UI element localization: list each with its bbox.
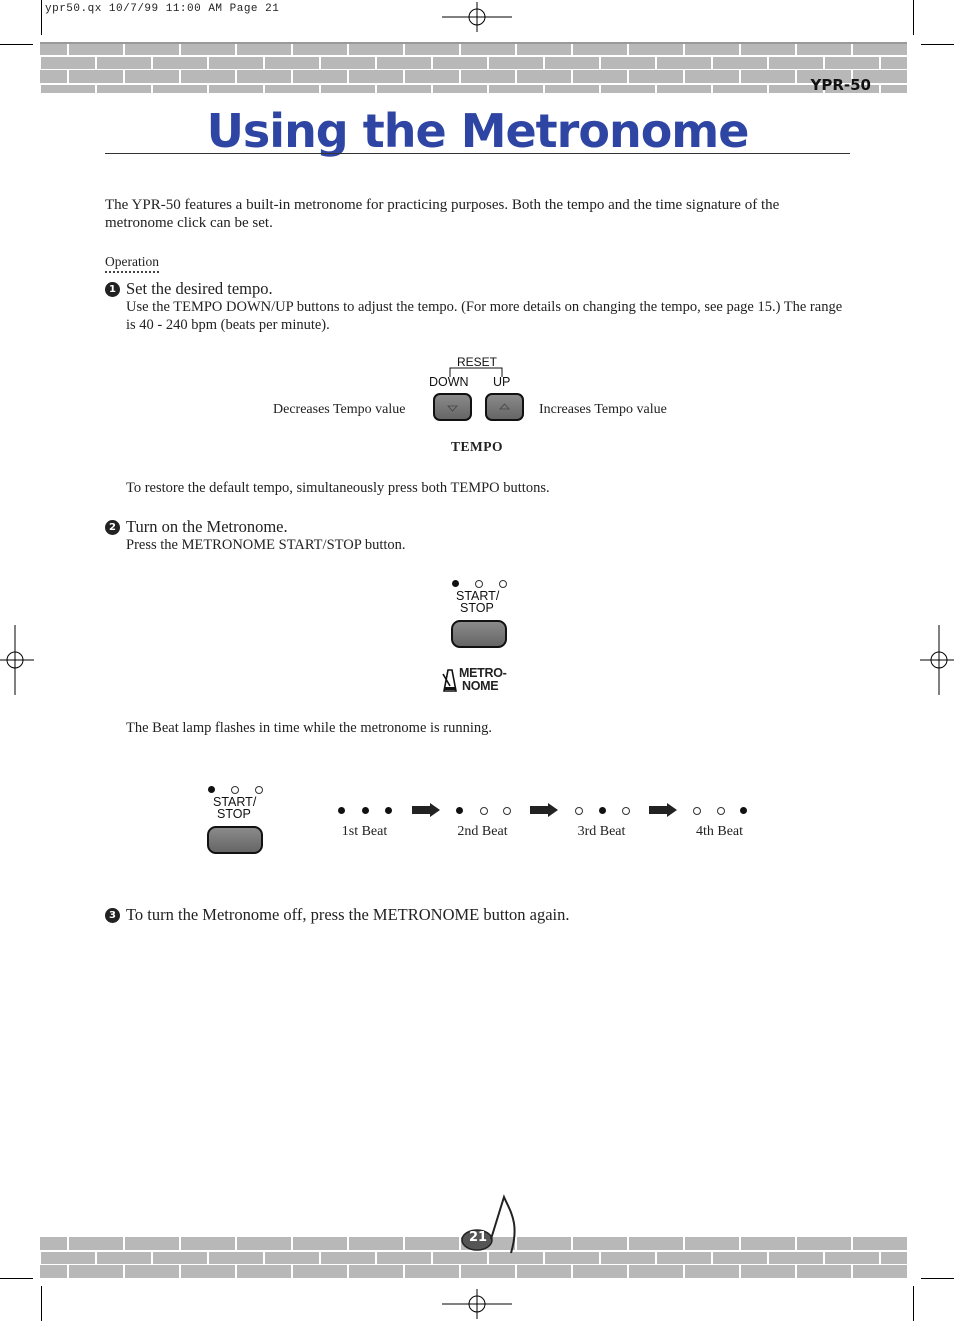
- page-number: 21: [468, 1230, 488, 1245]
- registration-mark-icon: [920, 625, 954, 695]
- tempo-down-button[interactable]: [433, 393, 472, 421]
- metronome-icon: [440, 668, 458, 692]
- arrow-right-icon: [649, 803, 677, 817]
- beat-lamp: [575, 807, 583, 815]
- step-3-heading: [105, 905, 570, 925]
- start-stop-label: [456, 590, 499, 614]
- intro-paragraph: The YPR-50 features a built-in metronome for practicing purposes. Both the tempo and the time signature of the metronome click can be set.: [105, 197, 780, 231]
- beat-label: 3rd Beat: [577, 824, 626, 839]
- step-1-heading: [105, 279, 273, 299]
- beat-lamp: [480, 807, 488, 815]
- beat-lamp: [503, 807, 511, 815]
- step-2-heading: [105, 517, 288, 537]
- crop-mark: [921, 44, 954, 45]
- beat-lamp: [740, 807, 747, 814]
- beat-label: 2nd Beat: [457, 824, 508, 839]
- beat-lamp: [452, 580, 459, 587]
- print-slug: ypr50.qx 10/7/99 11:00 AM Page 21: [45, 3, 280, 15]
- start-stop-line1: START/: [456, 589, 500, 603]
- down-triangle-icon: [435, 395, 470, 419]
- page-title: Using the Metronome: [206, 104, 749, 158]
- step-1-note: To restore the default tempo, simultaneously press both TEMPO buttons.: [126, 480, 550, 496]
- beat-lamp: [717, 807, 725, 815]
- beat-lamp: [338, 807, 345, 814]
- beat-lamp: [599, 807, 606, 814]
- metronome-label-line2: NOME: [462, 679, 499, 693]
- step-number-badge: 3: [105, 908, 120, 923]
- crop-mark: [921, 1278, 954, 1279]
- step-1-body: Use the TEMPO DOWN/UP buttons to adjust the tempo. (For more details on changing the tempo, see page 15.) The range is 40 - 240 bpm (beats per minute).: [126, 299, 843, 333]
- up-triangle-icon: [487, 395, 522, 419]
- beat-lamp: [693, 807, 701, 815]
- down-label: DOWN: [429, 375, 469, 389]
- tempo-label: TEMPO: [451, 439, 503, 454]
- beat-lamp: [385, 807, 392, 814]
- decrease-caption: Decreases Tempo value: [273, 402, 406, 417]
- step-number-badge: 2: [105, 520, 120, 535]
- crop-mark: [41, 0, 42, 35]
- arrow-right-icon: [412, 803, 440, 817]
- crop-mark: [913, 1286, 914, 1321]
- reset-label: RESET: [457, 355, 498, 369]
- beat-lamp: [622, 807, 630, 815]
- model-label: YPR-50: [810, 76, 871, 94]
- step-2-note: The Beat lamp flashes in time while the metronome is running.: [126, 720, 493, 736]
- beat-lamp: [475, 580, 483, 588]
- beat-lamp: [208, 786, 215, 793]
- arrow-right-icon: [530, 803, 558, 817]
- start-stop-label: [213, 796, 256, 820]
- step-number-badge: 1: [105, 282, 120, 297]
- increase-caption: Increases Tempo value: [539, 402, 667, 417]
- start-stop-line2: STOP: [217, 807, 251, 821]
- crop-mark: [0, 44, 33, 45]
- step-heading-text: Turn on the Metronome.: [126, 517, 288, 536]
- beat-label: 1st Beat: [341, 824, 388, 839]
- beat-lamp: [231, 786, 239, 794]
- music-note-icon: [458, 1193, 522, 1257]
- up-label: UP: [493, 375, 511, 389]
- beat-lamp: [255, 786, 263, 794]
- step-heading-text: To turn the Metronome off, press the METRONOME button again.: [126, 905, 570, 924]
- title-rule: [105, 153, 850, 154]
- start-stop-line1: START/: [213, 795, 257, 809]
- operation-label: Operation: [105, 254, 159, 273]
- tempo-up-button[interactable]: [485, 393, 524, 421]
- beat-lamp: [362, 807, 369, 814]
- beat-diagram-start-stop-button[interactable]: [207, 826, 263, 854]
- step-heading-text: Set the desired tempo.: [126, 279, 273, 298]
- beat-lamp: [456, 807, 463, 814]
- step-2-body: Press the METRONOME START/STOP button.: [126, 537, 406, 553]
- registration-mark-icon: [442, 1289, 512, 1319]
- crop-mark: [0, 1278, 33, 1279]
- crop-mark: [913, 0, 914, 35]
- registration-mark-icon: [442, 2, 512, 32]
- metronome-label-line1: METRO-: [459, 666, 507, 680]
- header-brick-band: [40, 42, 907, 93]
- beat-lamp: [499, 580, 507, 588]
- beat-label: 4th Beat: [695, 824, 744, 839]
- metronome-start-stop-button[interactable]: [451, 620, 507, 648]
- crop-mark: [41, 1286, 42, 1321]
- registration-mark-icon: [0, 625, 34, 695]
- start-stop-line2: STOP: [460, 601, 494, 615]
- metronome-label: [459, 667, 507, 693]
